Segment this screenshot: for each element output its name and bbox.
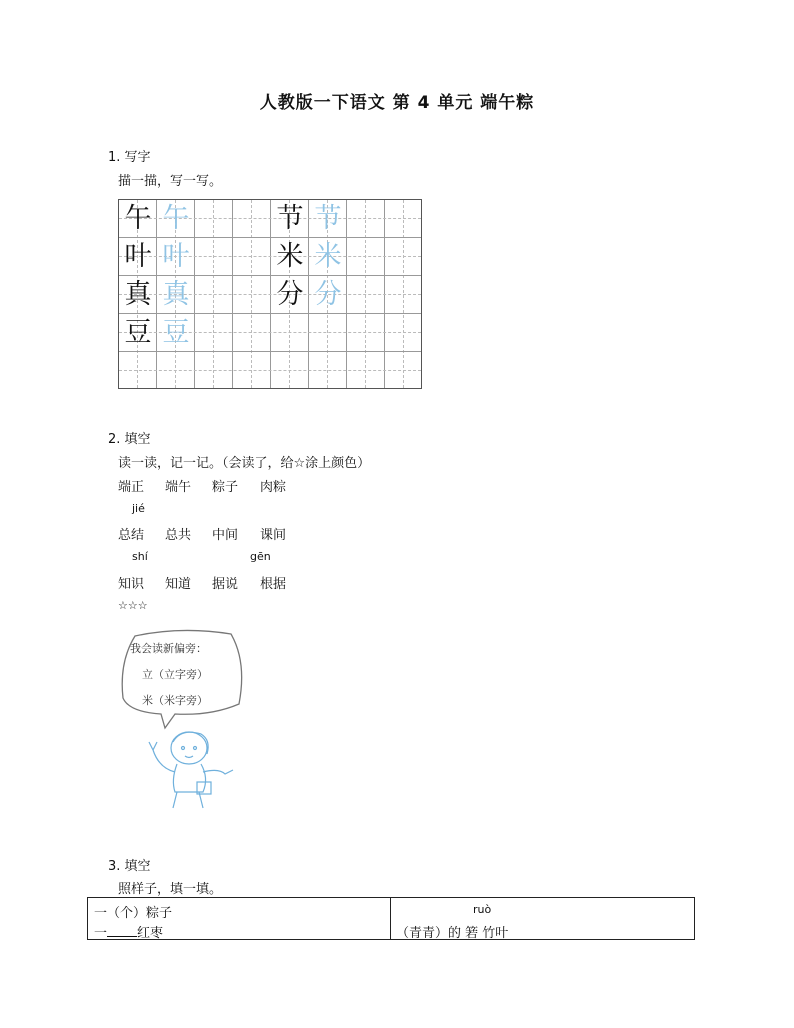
table-left-line-1: 一（个）粽子 — [94, 906, 173, 921]
measure-noun: 红枣 — [137, 926, 164, 941]
answer-table — [87, 897, 695, 940]
trace-char: 米 — [314, 241, 342, 272]
word: 知道 — [165, 577, 192, 592]
writing-grid — [118, 199, 422, 389]
model-char: 叶 — [124, 241, 152, 272]
word: 肉粽 — [260, 480, 287, 495]
word: 端正 — [118, 480, 145, 495]
word: 课间 — [260, 528, 287, 543]
model-char: 午 — [124, 203, 152, 234]
trace-char: 分 — [314, 279, 342, 310]
fill-blank[interactable] — [107, 924, 137, 937]
trace-char: 叶 — [162, 241, 190, 272]
star-icons: ☆☆☆ — [118, 599, 148, 612]
bubble-line-3: 米（米字旁） — [142, 694, 208, 707]
word: 粽子 — [212, 480, 239, 495]
pinyin-jie: jié — [132, 502, 145, 515]
word: 知识 — [118, 577, 145, 592]
model-char: 分 — [276, 279, 304, 310]
pinyin-gen: gēn — [250, 550, 271, 563]
model-char: 节 — [276, 203, 304, 234]
trace-char: 豆 — [162, 317, 190, 348]
bubble-line-1: 我会读新偏旁： — [130, 642, 207, 655]
pinyin-ruo: ruò — [473, 903, 492, 916]
trace-char: 节 — [314, 203, 342, 234]
table-right-line: （青青）的 箬 竹叶 — [396, 926, 509, 941]
trace-char: 真 — [162, 279, 190, 310]
word: 中间 — [212, 528, 239, 543]
trace-char: 午 — [162, 203, 190, 234]
measure-prefix: 一 — [94, 926, 108, 941]
bubble-line-2: 立（立字旁） — [142, 668, 208, 681]
model-char: 米 — [276, 241, 304, 272]
q2-instruction: 读一读，记一记。（会读了，给☆涂上颜色） — [118, 456, 371, 471]
word: 端午 — [165, 480, 192, 495]
q3-heading: 3. 填空 — [108, 859, 151, 874]
child-figure-icon — [149, 732, 233, 808]
model-char: 真 — [124, 279, 152, 310]
q3-instruction: 照样子，填一填。 — [118, 882, 223, 897]
q1-instruction: 描一描，写一写。 — [118, 174, 223, 189]
page-title: 人教版一下语文 第 4 单元 端午粽 — [259, 93, 535, 113]
word: 据说 — [212, 577, 239, 592]
word: 总结 — [118, 528, 145, 543]
table-left-line-2 — [94, 922, 163, 941]
word: 总共 — [165, 528, 192, 543]
pinyin-shi: shí — [132, 550, 148, 563]
q1-heading: 1. 写字 — [108, 150, 151, 165]
word: 根据 — [260, 577, 287, 592]
model-char: 豆 — [124, 317, 152, 348]
q2-heading: 2. 填空 — [108, 432, 151, 447]
